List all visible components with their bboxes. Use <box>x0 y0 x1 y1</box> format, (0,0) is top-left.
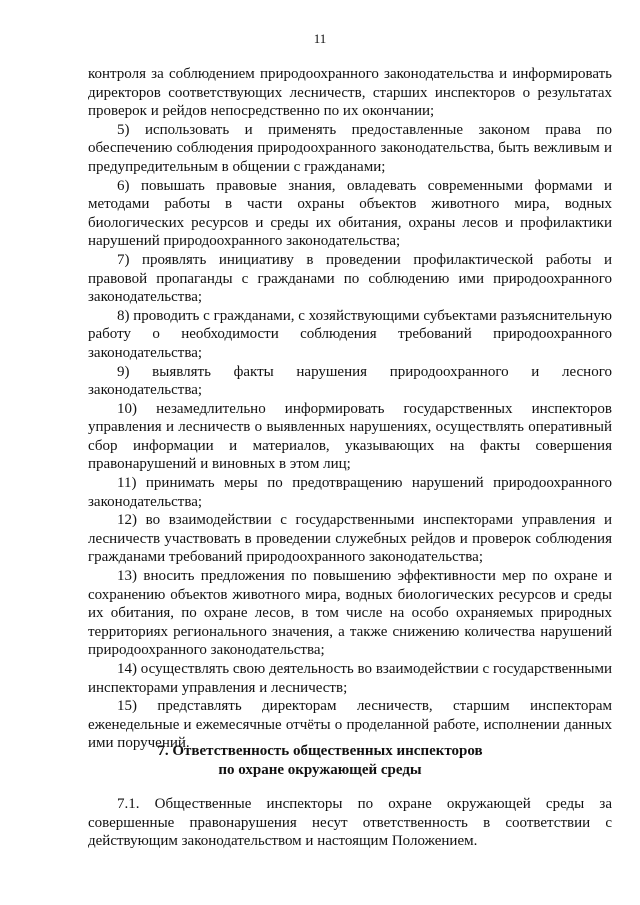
page-number: 11 <box>313 31 327 46</box>
paragraph-item-10: 10) незамедлительно информировать государственных инспекторов управления и лесничеств о выявленных нарушениях, осуществлять оперативный сбор информации и материалов, указывающих на факты совершения правонарушений и виновных в этом лиц; <box>88 400 612 473</box>
paragraph-item-14: 14) осуществлять свою деятельность во взаимодействии с государственными инспекторами управления и лесничеств; <box>88 661 612 696</box>
paragraph-continuation: контроля за соблюдением природоохранного законодательства и информировать директоров соответствующих лесничеств, старших инспекторов о результатах проверок и рейдов непосредственно по их окончании; <box>88 66 612 120</box>
paragraph-item-6: 6) повышать правовые знания, овладевать современными формами и методами работы в части охраны объектов животного мира, водных биологических ресурсов и среды их обитания, охраны лесов и профилактики нарушений природоохранного законодательства; <box>88 177 612 250</box>
paragraph-item-11: 11) принимать меры по предотвращению нарушений природоохранного законодательства; <box>88 475 612 510</box>
paragraph-item-5: 5) использовать и применять предоставленные законом права по обеспечению соблюдения природоохранного законодательства, быть вежливым и предупредительным в общении с гражданами; <box>88 121 612 175</box>
section-body <box>88 795 612 851</box>
paragraph-item-13: 13) вносить предложения по повышению эффективности мер по охране и сохранению объектов животного мира, водных биологических ресурсов и среды их обитания, по охране лесов, в том числе на особо охраняемых природных территориях регионального значения, а также снижению количества нарушений природоохранного законодательства; <box>88 568 612 659</box>
paragraph-item-7: 7) проявлять инициативу в проведении профилактической работы и правовой пропаганды с гражданами по соблюдению ими природоохранного законодательства; <box>88 251 612 306</box>
paragraph-item-9: 9) выявлять факты нарушения природоохранного и лесного законодательства; <box>88 363 612 399</box>
paragraph-item-15: 15) представлять директорам лесничеств, старшим инспекторам еженедельные и ежемесячные отчёты о проделанной работе, исполнении данных ими поручений. <box>88 698 612 752</box>
paragraph-item-8: 8) проводить с гражданами, с хозяйствующими субъектами разъяснительную работу о необходимости соблюдения требований природоохранного законодательства; <box>88 307 612 361</box>
section-heading-line-1: 7. Ответственность общественных инспекторов <box>157 743 483 759</box>
body-text <box>88 65 612 753</box>
section-heading <box>0 742 640 780</box>
section-heading-line-2: по охране окружающей среды <box>218 762 422 778</box>
paragraph-item-12: 12) во взаимодействии с государственными инспекторами управления и лесничеств участвовать в проведении служебных рейдов и проверок соблюдения гражданами требований природоохранного законодательства; <box>88 512 612 566</box>
paragraph-7-1: 7.1. Общественные инспекторы по охране окружающей среды за совершенные правонарушения несут ответственность в соответствии с действующим законодательством и настоящим Положением. <box>88 796 612 850</box>
